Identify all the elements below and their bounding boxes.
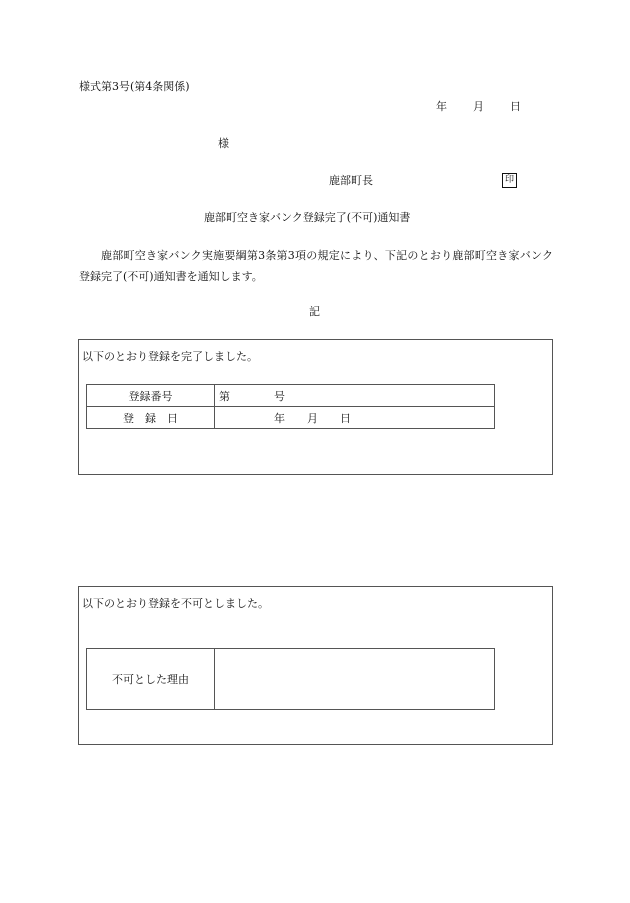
form-number: 様式第3号(第4条関係)	[79, 80, 190, 93]
issue-date	[436, 100, 521, 114]
registration-date-label: 登 録 日	[87, 407, 215, 429]
body-paragraph: 鹿部町空き家バンク実施要綱第3条第3項の規定により、下記のとおり鹿部町空き家バンク登録完了(不可)通知書を通知します。	[79, 249, 553, 283]
issuer-name: 鹿部町長	[329, 174, 373, 187]
completion-table	[86, 384, 495, 429]
completion-heading: 以下のとおり登録を完了しました。	[82, 350, 258, 363]
table-row	[87, 649, 495, 710]
addressee-suffix: 様	[218, 137, 229, 150]
date-month: 月	[473, 100, 484, 113]
rejection-table	[86, 648, 495, 710]
table-row	[87, 407, 495, 429]
rejection-heading: 以下のとおり登録を不可としました。	[82, 597, 269, 610]
date-day: 日	[510, 100, 521, 113]
seal-stamp: 印	[502, 173, 517, 188]
registration-number-field[interactable]: 第 号	[215, 385, 495, 407]
ki-marker: 記	[309, 305, 320, 318]
registration-number-label: 登録番号	[87, 385, 215, 407]
registration-date-field[interactable]: 年 月 日	[215, 407, 495, 429]
date-year: 年	[436, 100, 447, 113]
rejection-reason-field[interactable]	[215, 649, 495, 710]
completion-box	[78, 339, 553, 475]
rejection-box	[78, 586, 553, 745]
rejection-reason-label: 不可とした理由	[87, 649, 215, 710]
document-title: 鹿部町空き家バンク登録完了(不可)通知書	[204, 211, 411, 224]
table-row	[87, 385, 495, 407]
